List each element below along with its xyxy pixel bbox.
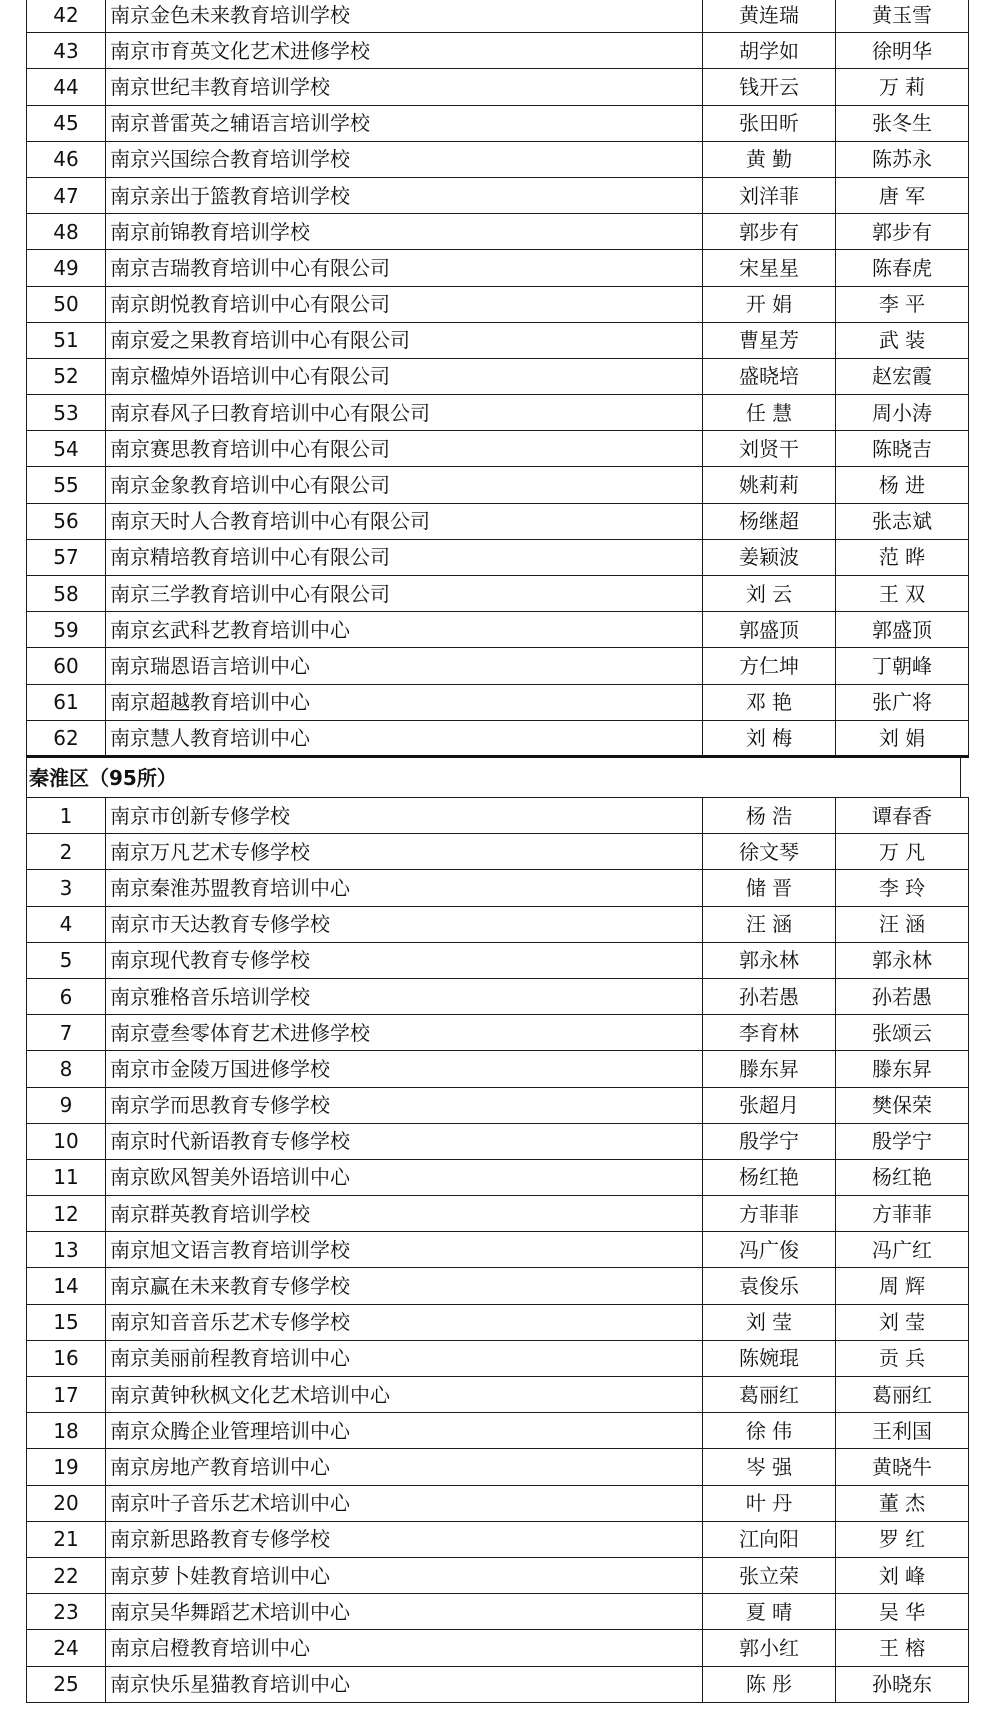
table-row <box>27 467 969 503</box>
row-number-cell: 14 <box>27 1268 106 1304</box>
person-name-cell: 任 慧 <box>703 395 836 431</box>
row-number-cell: 45 <box>27 105 106 141</box>
person-name-cell: 张田昕 <box>703 105 836 141</box>
row-number-cell: 24 <box>27 1630 106 1666</box>
person-name-cell: 袁俊乐 <box>703 1268 836 1304</box>
person-name-cell: 储 晋 <box>703 870 836 906</box>
person-name-cell: 赵宏霞 <box>836 358 969 394</box>
person-name-cell: 郭步有 <box>703 214 836 250</box>
school-name-cell: 南京市天达教育专修学校 <box>106 906 703 942</box>
row-number-cell: 43 <box>27 33 106 69</box>
school-name-cell: 南京市创新专修学校 <box>106 798 703 834</box>
table-row <box>27 1557 969 1593</box>
table-row <box>27 1268 969 1304</box>
table-row <box>27 1449 969 1485</box>
row-number-cell: 61 <box>27 684 106 720</box>
table-row <box>27 0 969 33</box>
person-name-cell: 张超月 <box>703 1087 836 1123</box>
row-number-cell: 15 <box>27 1304 106 1340</box>
school-name-cell: 南京普雷英之辅语言培训学校 <box>106 105 703 141</box>
table-row <box>27 1232 969 1268</box>
table-row <box>27 177 969 213</box>
row-number-cell: 6 <box>27 978 106 1014</box>
person-name-cell: 刘 云 <box>703 576 836 612</box>
person-name-cell: 黄 勤 <box>703 141 836 177</box>
person-name-cell: 冯广俊 <box>703 1232 836 1268</box>
row-number-cell: 49 <box>27 250 106 286</box>
table-row <box>27 1666 969 1702</box>
person-name-cell: 姜颖波 <box>703 539 836 575</box>
person-name-cell: 丁朝峰 <box>836 648 969 684</box>
row-number-cell: 2 <box>27 834 106 870</box>
school-name-cell: 南京亲出于篮教育培训学校 <box>106 177 703 213</box>
row-number-cell: 62 <box>27 720 106 756</box>
row-number-cell: 12 <box>27 1196 106 1232</box>
row-number-cell: 57 <box>27 539 106 575</box>
person-name-cell: 郭盛顶 <box>703 612 836 648</box>
school-name-cell: 南京瑞恩语言培训中心 <box>106 648 703 684</box>
person-name-cell: 徐明华 <box>836 33 969 69</box>
person-name-cell: 郭步有 <box>836 214 969 250</box>
row-number-cell: 13 <box>27 1232 106 1268</box>
row-number-cell: 23 <box>27 1594 106 1630</box>
school-name-cell: 南京叶子音乐艺术培训中心 <box>106 1485 703 1521</box>
table-row <box>27 431 969 467</box>
row-number-cell: 60 <box>27 648 106 684</box>
table-row <box>27 648 969 684</box>
person-name-cell: 方菲菲 <box>836 1196 969 1232</box>
school-table-section-2 <box>26 797 969 1703</box>
person-name-cell: 郭小红 <box>703 1630 836 1666</box>
table-row <box>27 834 969 870</box>
person-name-cell: 罗 红 <box>836 1521 969 1557</box>
person-name-cell: 张冬生 <box>836 105 969 141</box>
person-name-cell: 孙晓东 <box>836 1666 969 1702</box>
school-name-cell: 南京吴华舞蹈艺术培训中心 <box>106 1594 703 1630</box>
person-name-cell: 方仁坤 <box>703 648 836 684</box>
table-row <box>27 1304 969 1340</box>
row-number-cell: 7 <box>27 1015 106 1051</box>
person-name-cell: 江向阳 <box>703 1521 836 1557</box>
person-name-cell: 滕东昇 <box>836 1051 969 1087</box>
person-name-cell: 刘 莹 <box>703 1304 836 1340</box>
person-name-cell: 黄连瑞 <box>703 0 836 33</box>
person-name-cell: 刘洋菲 <box>703 177 836 213</box>
person-name-cell: 宋星星 <box>703 250 836 286</box>
school-name-cell: 南京市金陵万国进修学校 <box>106 1051 703 1087</box>
person-name-cell: 葛丽红 <box>703 1377 836 1413</box>
row-number-cell: 3 <box>27 870 106 906</box>
row-number-cell: 20 <box>27 1485 106 1521</box>
row-number-cell: 18 <box>27 1413 106 1449</box>
row-number-cell: 22 <box>27 1557 106 1593</box>
person-name-cell: 陈晓吉 <box>836 431 969 467</box>
person-name-cell: 王利国 <box>836 1413 969 1449</box>
row-number-cell: 10 <box>27 1123 106 1159</box>
row-number-cell: 53 <box>27 395 106 431</box>
person-name-cell: 李 玲 <box>836 870 969 906</box>
row-number-cell: 55 <box>27 467 106 503</box>
person-name-cell: 陈苏永 <box>836 141 969 177</box>
person-name-cell: 殷学宁 <box>703 1123 836 1159</box>
person-name-cell: 刘贤干 <box>703 431 836 467</box>
row-number-cell: 51 <box>27 322 106 358</box>
school-name-cell: 南京金色未来教育培训学校 <box>106 0 703 33</box>
table-row <box>27 395 969 431</box>
table-row <box>27 1521 969 1557</box>
school-name-cell: 南京秦淮苏盟教育培训中心 <box>106 870 703 906</box>
person-name-cell: 杨 进 <box>836 467 969 503</box>
school-name-cell: 南京超越教育培训中心 <box>106 684 703 720</box>
row-number-cell: 46 <box>27 141 106 177</box>
school-name-cell: 南京三学教育培训中心有限公司 <box>106 576 703 612</box>
table-row <box>27 942 969 978</box>
school-table-body <box>27 0 969 756</box>
school-name-cell: 南京天时人合教育培训中心有限公司 <box>106 503 703 539</box>
row-number-cell: 19 <box>27 1449 106 1485</box>
person-name-cell: 冯广红 <box>836 1232 969 1268</box>
row-number-cell: 25 <box>27 1666 106 1702</box>
person-name-cell: 张广将 <box>836 684 969 720</box>
row-number-cell: 54 <box>27 431 106 467</box>
person-name-cell: 葛丽红 <box>836 1377 969 1413</box>
person-name-cell: 刘 莹 <box>836 1304 969 1340</box>
table-row <box>27 1594 969 1630</box>
table-row <box>27 978 969 1014</box>
table-row <box>27 69 969 105</box>
row-number-cell: 16 <box>27 1340 106 1376</box>
table-row <box>27 1015 969 1051</box>
table-row <box>27 1485 969 1521</box>
person-name-cell: 杨红艳 <box>836 1159 969 1195</box>
person-name-cell: 殷学宁 <box>836 1123 969 1159</box>
school-name-cell: 南京赛思教育培训中心有限公司 <box>106 431 703 467</box>
table-row <box>27 503 969 539</box>
school-name-cell: 南京慧人教育培训中心 <box>106 720 703 756</box>
school-name-cell: 南京房地产教育培训中心 <box>106 1449 703 1485</box>
school-name-cell: 南京兴国综合教育培训学校 <box>106 141 703 177</box>
person-name-cell: 开 娟 <box>703 286 836 322</box>
table-row <box>27 1123 969 1159</box>
row-number-cell: 56 <box>27 503 106 539</box>
row-number-cell: 44 <box>27 69 106 105</box>
row-number-cell: 42 <box>27 0 106 33</box>
row-number-cell: 9 <box>27 1087 106 1123</box>
person-name-cell: 张颂云 <box>836 1015 969 1051</box>
person-name-cell: 夏 晴 <box>703 1594 836 1630</box>
table-row <box>27 286 969 322</box>
school-name-cell: 南京万凡艺术专修学校 <box>106 834 703 870</box>
table-row <box>27 214 969 250</box>
school-name-cell: 南京美丽前程教育培训中心 <box>106 1340 703 1376</box>
table-row <box>27 250 969 286</box>
person-name-cell: 王 榕 <box>836 1630 969 1666</box>
table-row <box>27 576 969 612</box>
person-name-cell: 陈春虎 <box>836 250 969 286</box>
table-row <box>27 105 969 141</box>
person-name-cell: 徐文琴 <box>703 834 836 870</box>
person-name-cell: 郭盛顶 <box>836 612 969 648</box>
person-name-cell: 杨红艳 <box>703 1159 836 1195</box>
person-name-cell: 邓 艳 <box>703 684 836 720</box>
school-name-cell: 南京时代新语教育专修学校 <box>106 1123 703 1159</box>
school-name-cell: 南京众腾企业管理培训中心 <box>106 1413 703 1449</box>
person-name-cell: 刘 娟 <box>836 720 969 756</box>
person-name-cell: 杨继超 <box>703 503 836 539</box>
person-name-cell: 黄玉雪 <box>836 0 969 33</box>
school-name-cell: 南京知音音乐艺术专修学校 <box>106 1304 703 1340</box>
person-name-cell: 杨 浩 <box>703 798 836 834</box>
row-number-cell: 47 <box>27 177 106 213</box>
person-name-cell: 盛晓培 <box>703 358 836 394</box>
person-name-cell: 李 平 <box>836 286 969 322</box>
person-name-cell: 孙若愚 <box>836 978 969 1014</box>
school-name-cell: 南京旭文语言教育培训学校 <box>106 1232 703 1268</box>
person-name-cell: 徐 伟 <box>703 1413 836 1449</box>
table-row <box>27 1413 969 1449</box>
row-number-cell: 17 <box>27 1377 106 1413</box>
row-number-cell: 21 <box>27 1521 106 1557</box>
person-name-cell: 汪 涵 <box>703 906 836 942</box>
school-name-cell: 南京现代教育专修学校 <box>106 942 703 978</box>
table-row <box>27 906 969 942</box>
row-number-cell: 59 <box>27 612 106 648</box>
person-name-cell: 樊保荣 <box>836 1087 969 1123</box>
table-row <box>27 141 969 177</box>
school-name-cell: 南京市育英文化艺术进修学校 <box>106 33 703 69</box>
row-number-cell: 5 <box>27 942 106 978</box>
person-name-cell: 唐 军 <box>836 177 969 213</box>
person-name-cell: 万 凡 <box>836 834 969 870</box>
table-row <box>27 1087 969 1123</box>
table-row <box>27 1159 969 1195</box>
person-name-cell: 谭春香 <box>836 798 969 834</box>
person-name-cell: 曹星芳 <box>703 322 836 358</box>
school-name-cell: 南京朗悦教育培训中心有限公司 <box>106 286 703 322</box>
person-name-cell: 郭永林 <box>703 942 836 978</box>
table-row <box>27 539 969 575</box>
school-table-body <box>27 798 969 1703</box>
table-row <box>27 870 969 906</box>
school-name-cell: 南京赢在未来教育专修学校 <box>106 1268 703 1304</box>
person-name-cell: 姚莉莉 <box>703 467 836 503</box>
school-name-cell: 南京壹叁零体育艺术进修学校 <box>106 1015 703 1051</box>
school-name-cell: 南京精培教育培训中心有限公司 <box>106 539 703 575</box>
table-row <box>27 798 969 834</box>
person-name-cell: 滕东昇 <box>703 1051 836 1087</box>
row-number-cell: 52 <box>27 358 106 394</box>
person-name-cell: 孙若愚 <box>703 978 836 1014</box>
school-name-cell: 南京欧风智美外语培训中心 <box>106 1159 703 1195</box>
table-row <box>27 322 969 358</box>
school-name-cell: 南京金象教育培训中心有限公司 <box>106 467 703 503</box>
row-number-cell: 8 <box>27 1051 106 1087</box>
table-row <box>27 1630 969 1666</box>
school-name-cell: 南京新思路教育专修学校 <box>106 1521 703 1557</box>
district-section-header: 秦淮区（95所） <box>26 758 961 798</box>
school-name-cell: 南京启橙教育培训中心 <box>106 1630 703 1666</box>
person-name-cell: 李育林 <box>703 1015 836 1051</box>
row-number-cell: 58 <box>27 576 106 612</box>
table-row <box>27 358 969 394</box>
table-row <box>27 1340 969 1376</box>
school-name-cell: 南京玄武科艺教育培训中心 <box>106 612 703 648</box>
person-name-cell: 周小涛 <box>836 395 969 431</box>
person-name-cell: 岑 强 <box>703 1449 836 1485</box>
person-name-cell: 董 杰 <box>836 1485 969 1521</box>
row-number-cell: 11 <box>27 1159 106 1195</box>
person-name-cell: 刘 梅 <box>703 720 836 756</box>
school-name-cell: 南京爱之果教育培训中心有限公司 <box>106 322 703 358</box>
person-name-cell: 黄晓牛 <box>836 1449 969 1485</box>
school-name-cell: 南京楹焯外语培训中心有限公司 <box>106 358 703 394</box>
school-name-cell: 南京前锦教育培训学校 <box>106 214 703 250</box>
table-row <box>27 1051 969 1087</box>
person-name-cell: 万 莉 <box>836 69 969 105</box>
table-row <box>27 1196 969 1232</box>
row-number-cell: 4 <box>27 906 106 942</box>
person-name-cell: 王 双 <box>836 576 969 612</box>
person-name-cell: 陈婉琨 <box>703 1340 836 1376</box>
person-name-cell: 郭永林 <box>836 942 969 978</box>
school-name-cell: 南京吉瑞教育培训中心有限公司 <box>106 250 703 286</box>
person-name-cell: 贡 兵 <box>836 1340 969 1376</box>
person-name-cell: 胡学如 <box>703 33 836 69</box>
table-row <box>27 720 969 756</box>
person-name-cell: 张立荣 <box>703 1557 836 1593</box>
row-number-cell: 1 <box>27 798 106 834</box>
school-name-cell: 南京春风子曰教育培训中心有限公司 <box>106 395 703 431</box>
person-name-cell: 陈 彤 <box>703 1666 836 1702</box>
person-name-cell: 汪 涵 <box>836 906 969 942</box>
table-row <box>27 1377 969 1413</box>
person-name-cell: 刘 峰 <box>836 1557 969 1593</box>
person-name-cell: 范 晔 <box>836 539 969 575</box>
table-row <box>27 684 969 720</box>
school-name-cell: 南京学而思教育专修学校 <box>106 1087 703 1123</box>
person-name-cell: 张志斌 <box>836 503 969 539</box>
person-name-cell: 周 辉 <box>836 1268 969 1304</box>
school-name-cell: 南京黄钟秋枫文化艺术培训中心 <box>106 1377 703 1413</box>
school-table-section-1 <box>26 0 969 758</box>
school-name-cell: 南京快乐星猫教育培训中心 <box>106 1666 703 1702</box>
school-name-cell: 南京萝卜娃教育培训中心 <box>106 1557 703 1593</box>
school-name-cell: 南京雅格音乐培训学校 <box>106 978 703 1014</box>
person-name-cell: 武 装 <box>836 322 969 358</box>
person-name-cell: 钱开云 <box>703 69 836 105</box>
school-name-cell: 南京世纪丰教育培训学校 <box>106 69 703 105</box>
person-name-cell: 吴 华 <box>836 1594 969 1630</box>
row-number-cell: 50 <box>27 286 106 322</box>
school-name-cell: 南京群英教育培训学校 <box>106 1196 703 1232</box>
person-name-cell: 方菲菲 <box>703 1196 836 1232</box>
row-number-cell: 48 <box>27 214 106 250</box>
person-name-cell: 叶 丹 <box>703 1485 836 1521</box>
table-row <box>27 612 969 648</box>
table-row <box>27 33 969 69</box>
